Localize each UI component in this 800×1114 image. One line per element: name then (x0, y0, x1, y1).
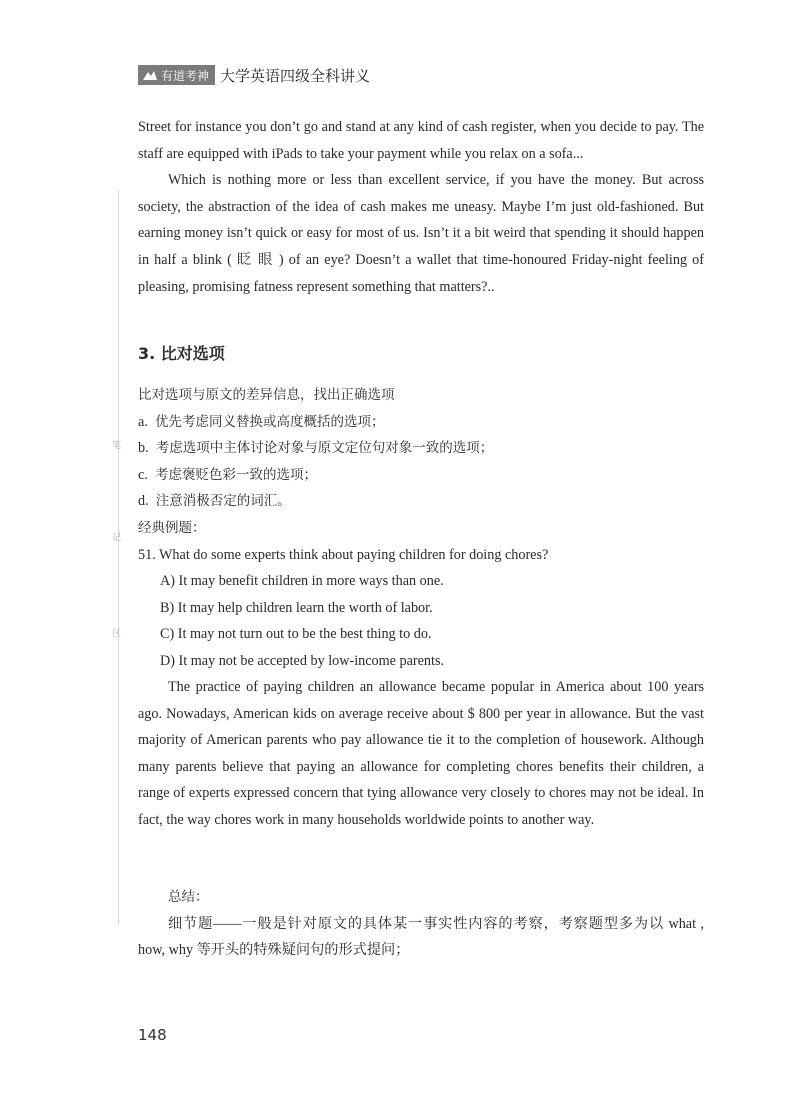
intro-text (138, 114, 704, 300)
brand-name: 有道考神 (161, 68, 210, 83)
tip-marker: b. (138, 440, 149, 457)
margin-rule (118, 190, 119, 925)
running-header (138, 64, 370, 86)
summary-text: 细节题——一般是针对原文的具体某一事实性内容的考察，考察题型多为以 what , how, why 等开头的特殊疑问句的形式提问； (138, 915, 704, 959)
tip-marker: d. (138, 493, 149, 510)
passage-text: The practice of paying children an allowance became popular in America about 100 years ago. Nowadays, American kids on average receive about $ 800 per year in allowance. But the vast majority of American parents who pay allowance tie it to the completion of housework. Although many parents believe that paying an allowance for completing chores benefits their children, a range of experts expressed concern that tying allowance very closely to chores may not be ideal. In fact, the way chores work in many households worldwide points to another way. (138, 679, 704, 828)
margin-note: 记 (112, 533, 122, 543)
tip-text: 考虑选项中主体讨论对象与原文定位句对象一致的选项； (155, 440, 494, 457)
margin-note: 笔 (112, 441, 122, 451)
example-label: 经典例题： (138, 519, 206, 536)
margin-note: 区 (112, 629, 122, 639)
brand-logo-icon (142, 69, 158, 81)
section-title: 3. 比对选项 (138, 344, 225, 363)
tip-item (138, 435, 704, 462)
book-title: 大学英语四级全科讲义 (220, 66, 371, 85)
paragraph: Street for instance you don’t go and stand at any kind of cash register, when you decide to pay. The staff are equipped with iPads to take your payment while you relax on a sofa... (138, 119, 704, 162)
brand-badge (138, 65, 215, 85)
question-text: What do some experts think about paying children for doing chores? (159, 546, 549, 563)
tip-item (138, 409, 704, 436)
question-number: 51. (138, 546, 156, 563)
tip-item (138, 462, 704, 489)
tip-text: 注意消极否定的词汇。 (155, 493, 291, 510)
answer-option: D) It may not be accepted by low-income parents. (160, 652, 445, 669)
summary-block (138, 884, 704, 964)
question-stem (138, 542, 704, 569)
summary-label: 总结： (168, 889, 209, 905)
tips-and-question (138, 382, 704, 675)
section-intro: 比对选项与原文的差异信息，找出正确选项 (138, 387, 395, 403)
tip-text: 考虑褒贬色彩一致的选项； (154, 466, 317, 483)
answer-option: A) It may benefit children in more ways than one. (160, 573, 444, 590)
reading-passage (138, 674, 704, 834)
answer-option: C) It may not turn out to be the best thing to do. (160, 626, 432, 643)
page-number: 148 (138, 1026, 167, 1044)
paragraph: Which is nothing more or less than excellent service, if you have the money. But across society, the abstraction of the idea of cash makes me uneasy. Maybe I’m just old-fashioned. But earning money isn’t quick or easy for most of us. Isn’t it a bit weird that spending it should happen in half a blink ( 眨 眼 ) of an eye? Doesn’t a wallet that time-honoured Friday-night feeling of pleasing, promising fatness represent something that matters?.. (138, 172, 704, 295)
tip-marker: c. (138, 466, 148, 483)
tip-item (138, 488, 704, 515)
answer-option: B) It may help children learn the worth of labor. (160, 599, 433, 616)
tip-marker: a. (138, 413, 148, 430)
tip-text: 优先考虑同义替换或高度概括的选项； (154, 413, 385, 430)
